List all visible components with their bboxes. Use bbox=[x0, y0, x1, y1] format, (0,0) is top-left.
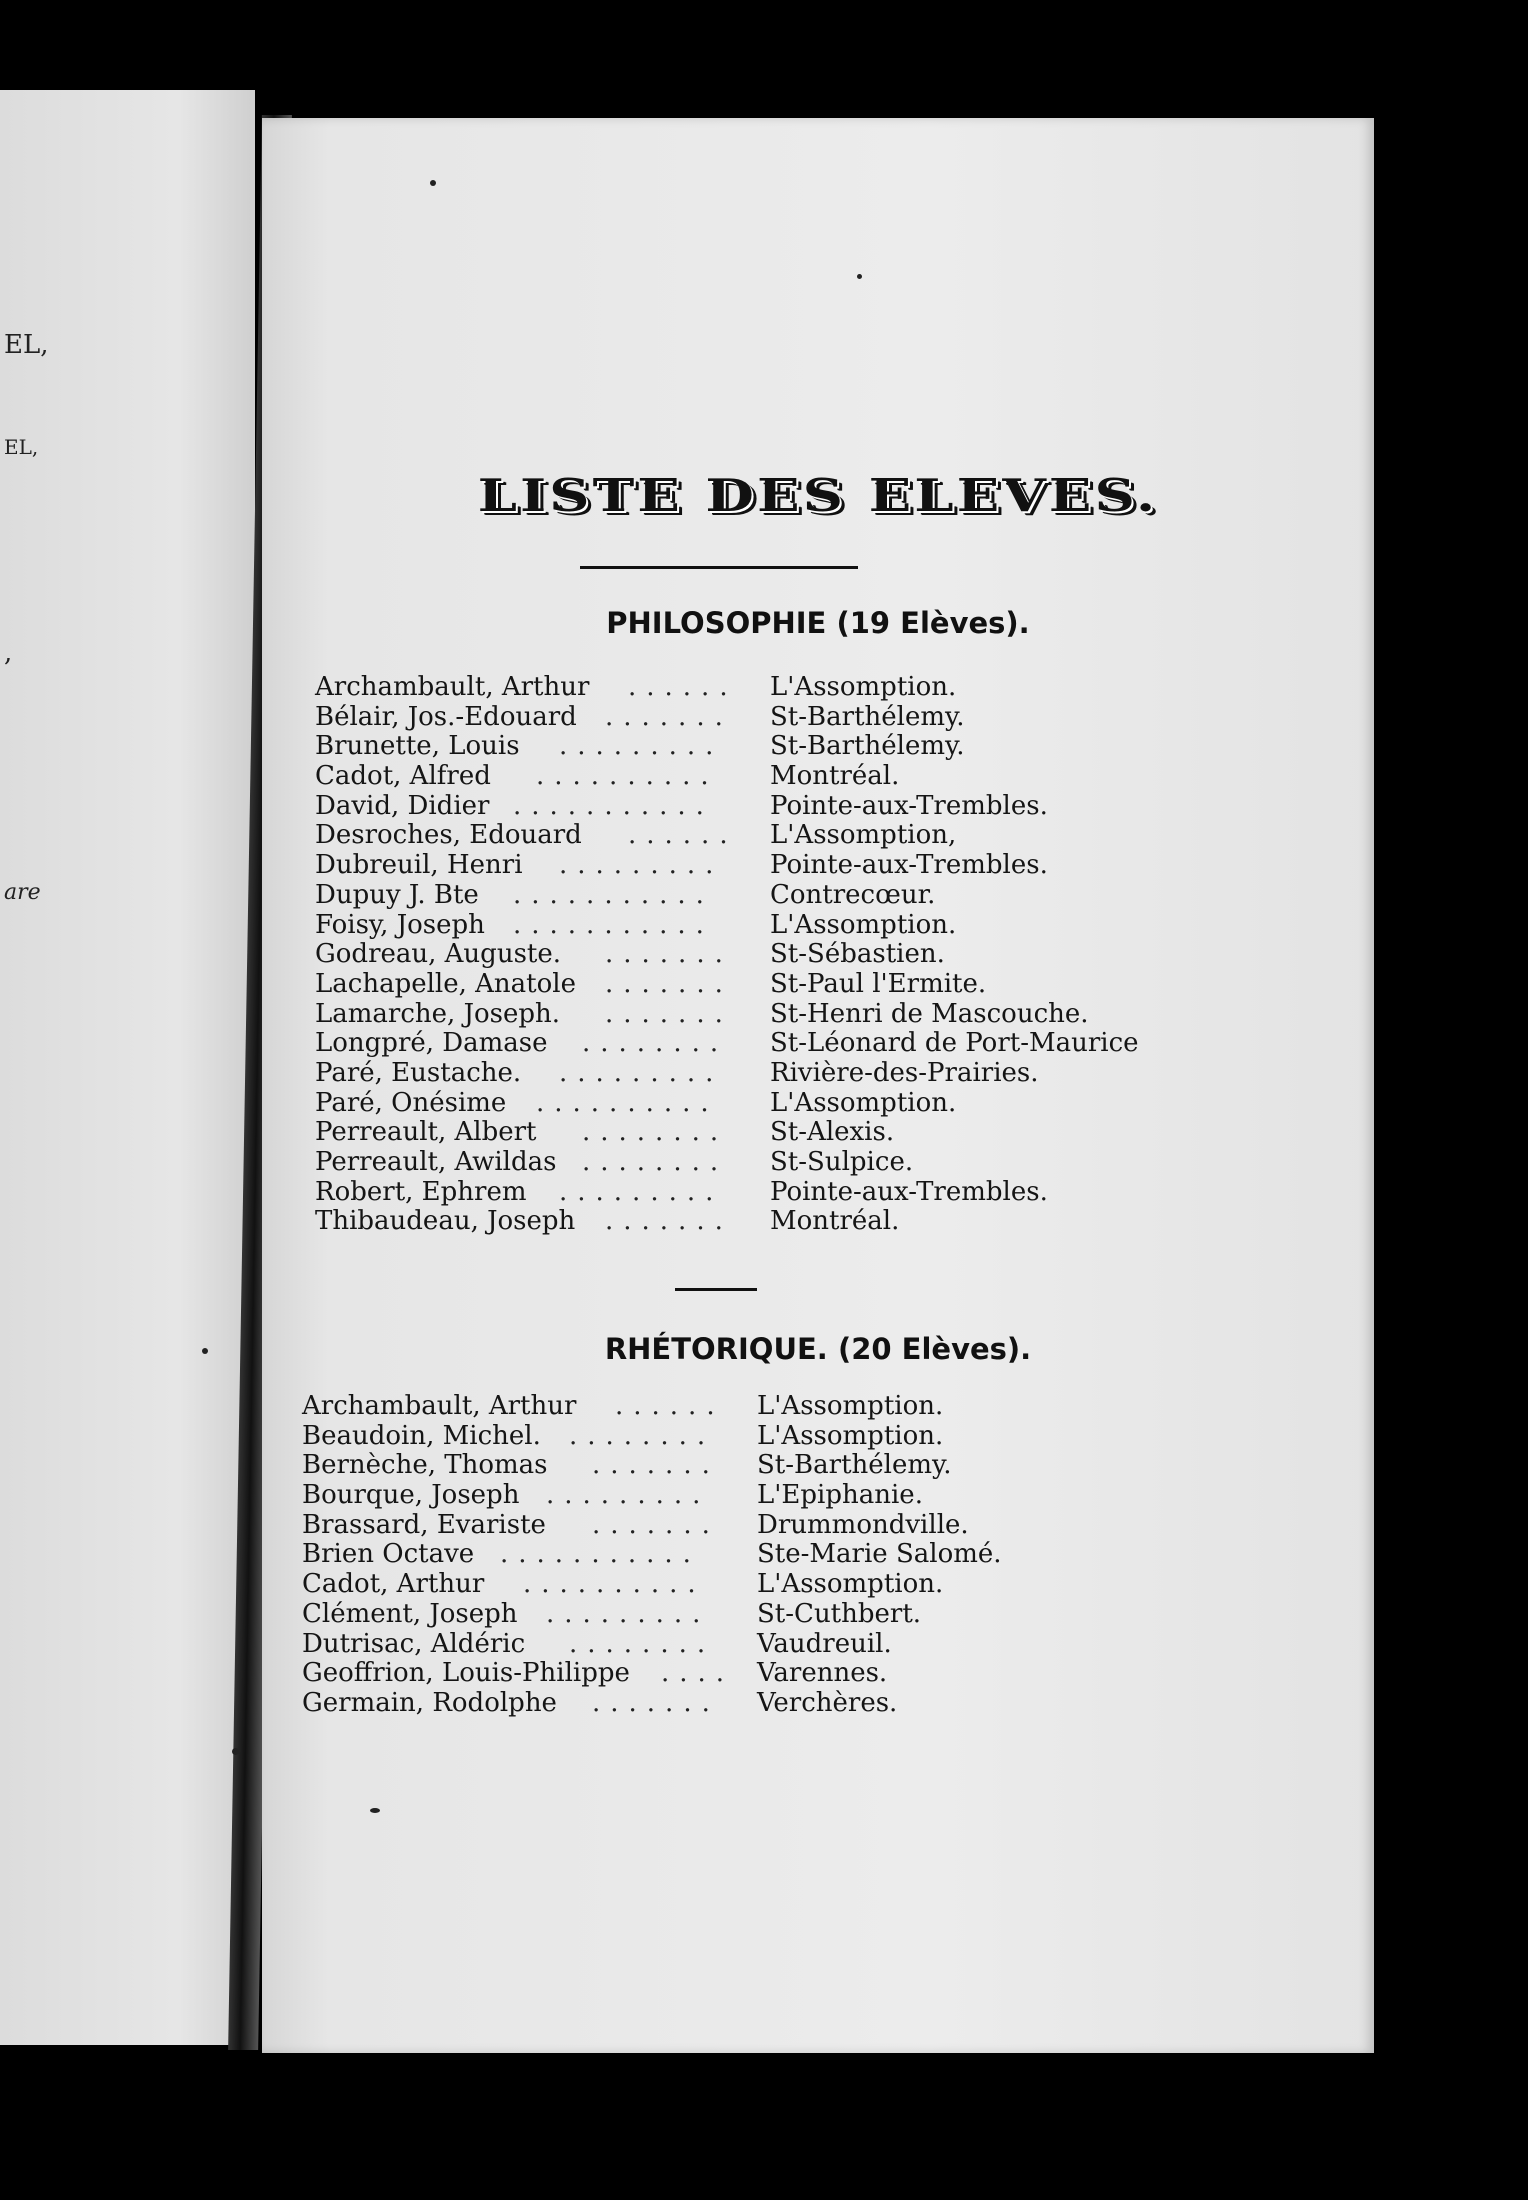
student-row bbox=[302, 1600, 1302, 1630]
section-count: (20 Elèves). bbox=[837, 1332, 1032, 1366]
student-name: Paré, Eustache. bbox=[315, 1057, 522, 1088]
student-name: Beaudoin, Michel. bbox=[302, 1420, 541, 1451]
student-row bbox=[315, 1118, 1315, 1148]
student-name: Bourque, Joseph bbox=[302, 1480, 520, 1511]
student-row bbox=[315, 1207, 1315, 1237]
left-page-fragment: , bbox=[4, 638, 13, 668]
leader-dots: ......... bbox=[546, 1480, 711, 1511]
section-heading-rhetorique bbox=[262, 1332, 1374, 1366]
student-row bbox=[315, 792, 1315, 822]
student-row bbox=[302, 1570, 1302, 1600]
student-name: Lamarche, Joseph. bbox=[315, 998, 561, 1029]
student-name: Dutrisac, Aldéric bbox=[302, 1628, 526, 1659]
student-row bbox=[315, 821, 1315, 851]
student-hometown: L'Assomption. bbox=[757, 1420, 944, 1451]
student-name: Brien Octave bbox=[302, 1539, 475, 1570]
student-name: Germain, Rodolphe bbox=[302, 1687, 557, 1718]
leader-dots: ......... bbox=[559, 850, 724, 881]
leader-dots: ......... bbox=[559, 1057, 724, 1088]
student-name: Brunette, Louis bbox=[315, 731, 520, 762]
student-name: Clément, Joseph bbox=[302, 1598, 518, 1629]
paper-speck bbox=[370, 1808, 380, 1813]
student-hometown: St-Barthélemy. bbox=[770, 701, 965, 732]
leader-dots: .......... bbox=[536, 761, 719, 792]
left-page-fragment: are bbox=[4, 880, 41, 905]
student-hometown: St-Barthélemy. bbox=[770, 731, 965, 762]
student-hometown: Vaudreuil. bbox=[757, 1628, 892, 1659]
left-facing-page bbox=[0, 90, 255, 2045]
leader-dots: .... bbox=[661, 1658, 735, 1689]
student-row bbox=[315, 703, 1315, 733]
student-row bbox=[315, 1148, 1315, 1178]
student-row bbox=[315, 673, 1315, 703]
leader-dots: ...... bbox=[628, 672, 738, 702]
student-hometown: L'Assomption. bbox=[757, 1569, 944, 1600]
section-heading-philosophie bbox=[262, 606, 1374, 640]
student-hometown: L'Assomption. bbox=[770, 909, 957, 940]
leader-dots: ........ bbox=[582, 1147, 729, 1177]
leader-dots: ......... bbox=[559, 731, 724, 762]
leader-dots: ........... bbox=[513, 790, 714, 821]
leader-dots: ....... bbox=[592, 1450, 720, 1481]
student-name: Thibaudeau, Joseph bbox=[315, 1206, 576, 1237]
student-row bbox=[315, 762, 1315, 792]
student-hometown: L'Epiphanie. bbox=[757, 1480, 923, 1511]
student-name: Cadot, Arthur bbox=[302, 1569, 485, 1600]
student-hometown: Pointe-aux-Trembles. bbox=[770, 1176, 1048, 1207]
student-hometown: St-Cuthbert. bbox=[757, 1598, 922, 1629]
paper-speck bbox=[430, 180, 436, 186]
student-name: Perreault, Awildas bbox=[315, 1147, 557, 1177]
leader-dots: ......... bbox=[559, 1176, 724, 1207]
student-hometown: St-Léonard de Port-Maurice bbox=[770, 1028, 1139, 1059]
section-rule bbox=[675, 1288, 757, 1291]
leader-dots: .......... bbox=[523, 1569, 706, 1600]
student-row bbox=[315, 1000, 1315, 1030]
student-row bbox=[302, 1689, 1302, 1719]
paper-speck bbox=[202, 1348, 208, 1354]
leader-dots: ........ bbox=[582, 1028, 729, 1059]
student-list-rhetorique bbox=[302, 1392, 1302, 1719]
leader-dots: ....... bbox=[605, 1206, 733, 1237]
leader-dots: ........... bbox=[500, 1539, 701, 1570]
student-hometown: Varennes. bbox=[757, 1658, 888, 1689]
student-row bbox=[302, 1659, 1302, 1689]
paper-speck bbox=[232, 1748, 239, 1755]
leader-dots: ........... bbox=[513, 879, 714, 910]
student-name: Longpré, Damase bbox=[315, 1028, 548, 1059]
student-row bbox=[315, 911, 1315, 941]
student-hometown: Montréal. bbox=[770, 1206, 900, 1237]
left-page-fragment: EL, bbox=[4, 435, 39, 459]
student-hometown: L'Assomption. bbox=[770, 672, 957, 702]
student-name: Cadot, Alfred bbox=[315, 761, 491, 792]
leader-dots: ....... bbox=[592, 1687, 720, 1718]
student-row bbox=[315, 1059, 1315, 1089]
student-row bbox=[302, 1392, 1302, 1422]
student-name: David, Didier bbox=[315, 790, 490, 821]
student-name: Lachapelle, Anatole bbox=[315, 968, 576, 999]
student-hometown: St-Alexis. bbox=[770, 1117, 895, 1148]
leader-dots: ...... bbox=[628, 820, 738, 851]
student-name: Geoffrion, Louis-Philippe bbox=[302, 1658, 630, 1689]
leader-dots: ........ bbox=[569, 1628, 716, 1659]
student-hometown: St-Henri de Mascouche. bbox=[770, 998, 1089, 1029]
student-name: Paré, Onésime bbox=[315, 1087, 507, 1118]
student-hometown: Verchères. bbox=[757, 1687, 898, 1718]
student-name: Perreault, Albert bbox=[315, 1117, 537, 1148]
student-row bbox=[302, 1422, 1302, 1452]
student-row bbox=[315, 1178, 1315, 1208]
student-name: Archambault, Arthur bbox=[315, 672, 590, 702]
leader-dots: ....... bbox=[605, 701, 733, 732]
student-list-philosophie bbox=[315, 673, 1315, 1237]
student-hometown: Pointe-aux-Trembles. bbox=[770, 790, 1048, 821]
page-title: LISTE DES ELEVES. bbox=[477, 469, 1159, 523]
student-hometown: St-Barthélemy. bbox=[757, 1450, 952, 1481]
student-row bbox=[302, 1540, 1302, 1570]
student-row bbox=[315, 881, 1315, 911]
student-hometown: Drummondville. bbox=[757, 1509, 969, 1540]
student-name: Desroches, Edouard bbox=[315, 820, 582, 851]
student-hometown: St-Sébastien. bbox=[770, 939, 945, 970]
student-hometown: St-Sulpice. bbox=[770, 1147, 914, 1177]
student-name: Godreau, Auguste. bbox=[315, 939, 562, 970]
student-name: Archambault, Arthur bbox=[302, 1391, 577, 1421]
left-page-fragment: EL, bbox=[4, 330, 49, 360]
student-hometown: Contrecœur. bbox=[770, 879, 936, 910]
student-hometown: Montréal. bbox=[770, 761, 900, 792]
section-count: (19 Elèves). bbox=[836, 606, 1030, 640]
student-row bbox=[315, 851, 1315, 881]
leader-dots: ....... bbox=[605, 939, 733, 970]
leader-dots: ....... bbox=[592, 1509, 720, 1540]
student-row bbox=[315, 732, 1315, 762]
student-hometown: L'Assomption. bbox=[757, 1391, 944, 1421]
leader-dots: ........ bbox=[569, 1420, 716, 1451]
student-name: Bélair, Jos.-Edouard bbox=[315, 701, 577, 732]
student-row bbox=[302, 1630, 1302, 1660]
book-page bbox=[262, 118, 1374, 2053]
leader-dots: ......... bbox=[546, 1598, 711, 1629]
student-name: Brassard, Evariste bbox=[302, 1509, 546, 1540]
student-hometown: Ste-Marie Salomé. bbox=[757, 1539, 1002, 1570]
title-rule bbox=[580, 566, 858, 569]
leader-dots: .......... bbox=[536, 1087, 719, 1118]
leader-dots: ....... bbox=[605, 998, 733, 1029]
student-name: Foisy, Joseph bbox=[315, 909, 485, 940]
student-row bbox=[302, 1451, 1302, 1481]
student-row bbox=[315, 1029, 1315, 1059]
leader-dots: ...... bbox=[615, 1391, 725, 1421]
student-hometown: Pointe-aux-Trembles. bbox=[770, 850, 1048, 881]
student-row bbox=[302, 1511, 1302, 1541]
student-row bbox=[315, 1089, 1315, 1119]
student-hometown: Rivière-des-Prairies. bbox=[770, 1057, 1039, 1088]
student-row bbox=[315, 940, 1315, 970]
student-hometown: L'Assomption. bbox=[770, 1087, 957, 1118]
section-title: PHILOSOPHIE bbox=[606, 606, 827, 640]
leader-dots: ........ bbox=[582, 1117, 729, 1148]
student-row bbox=[315, 970, 1315, 1000]
student-row bbox=[302, 1481, 1302, 1511]
student-name: Dubreuil, Henri bbox=[315, 850, 523, 881]
student-name: Bernèche, Thomas bbox=[302, 1450, 548, 1481]
student-hometown: L'Assomption, bbox=[770, 820, 957, 851]
student-hometown: St-Paul l'Ermite. bbox=[770, 968, 987, 999]
leader-dots: ....... bbox=[605, 968, 733, 999]
student-name: Robert, Ephrem bbox=[315, 1176, 527, 1207]
leader-dots: ........... bbox=[513, 909, 714, 940]
section-title: RHÉTORIQUE. bbox=[604, 1332, 828, 1366]
student-name: Dupuy J. Bte bbox=[315, 879, 479, 910]
paper-speck bbox=[857, 274, 862, 279]
